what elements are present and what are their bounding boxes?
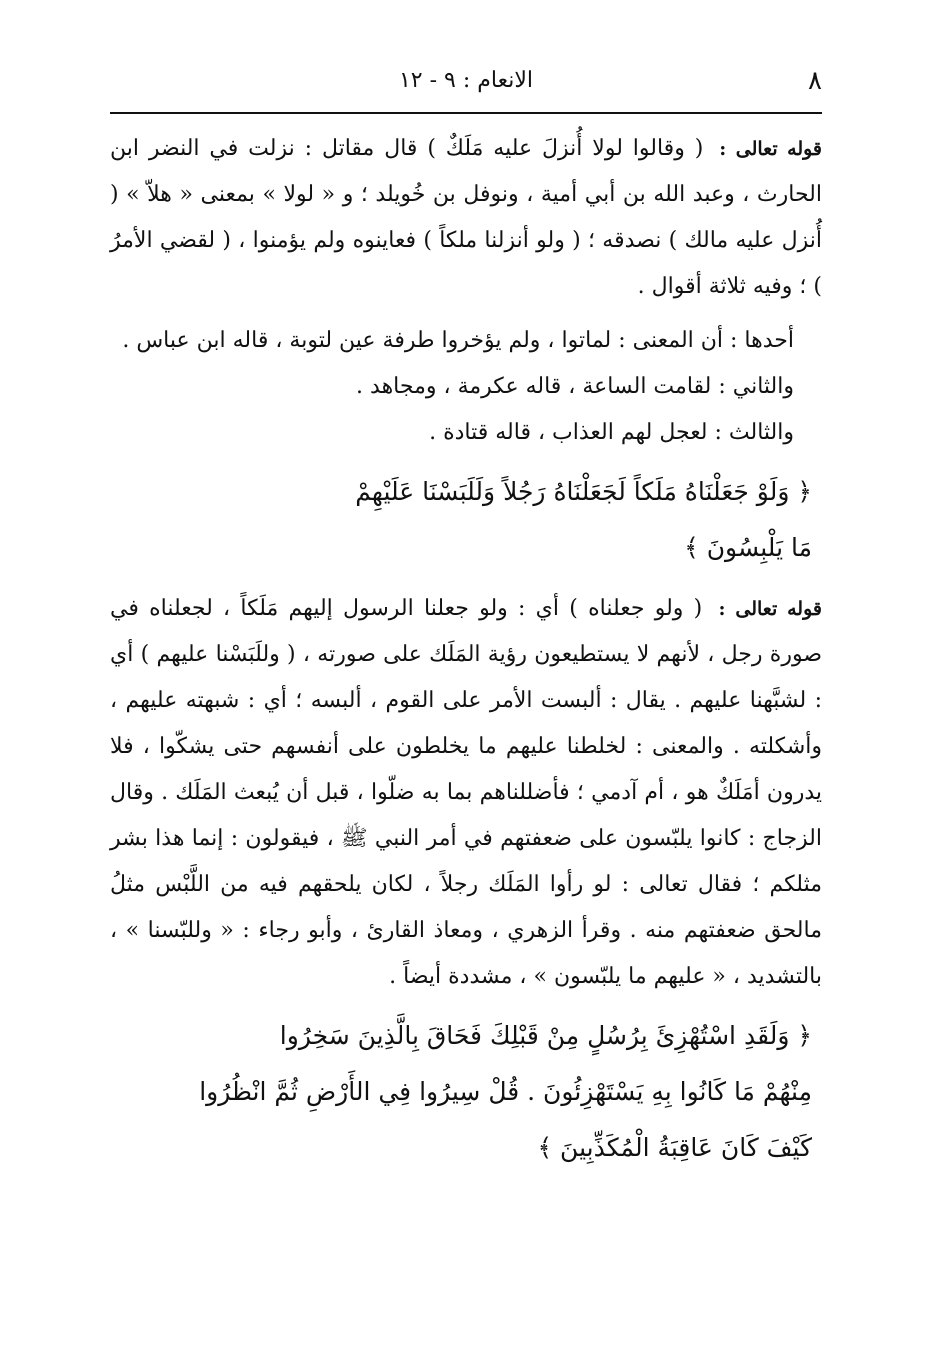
page-number: ٨ — [808, 66, 822, 96]
quran-verse-2 — [110, 1008, 822, 1176]
commentary-label: قوله تعالى : — [718, 598, 822, 620]
page-header — [110, 62, 822, 114]
verse-line: كَيْفَ كَانَ عَاقِبَةُ الْمُكَذِّبِينَ ﴾ — [537, 1133, 812, 1162]
running-head: الانعام : ٩ - ١٢ — [398, 68, 533, 93]
commentary-label: قوله تعالى : — [719, 138, 823, 160]
verse-line: مِنْهُمْ مَا كَانُوا بِهِ يَسْتَهْزِئُونَ . قُلْ سِيرُوا فِي الأَرْضِ ثُمَّ انْظُرُوا — [199, 1077, 812, 1106]
quran-verse-1 — [110, 464, 822, 576]
opinion-2: والثاني : لقامت الساعة ، قاله عكرمة ، ومجاهد . — [356, 374, 794, 399]
opinions-list — [110, 318, 822, 456]
commentary-text: ( وقالوا لولا أُنزلَ عليه مَلَكٌ ) قال مقاتل : نزلت في النضر ابن الحارث ، وعبد الله بن أبي أمية ، ونوفل بن خُويلد ؛ و « لولا » بمعنى « هلاّ » ( أُنزل عليه مالك ) نصدقه ؛ ( ولو أنزلنا ملكاً ) فعاينوه ولم يؤمنوا ، ( لقضي الأمرُ ) ؛ وفيه ثلاثة أقوال . — [110, 136, 822, 299]
commentary-text: ( ولو جعلناه ) أي : ولو جعلنا الرسول إليهم مَلَكاً ، لجعلناه في صورة رجل ، لأنهم لا يستطيعون رؤية المَلَك على صورته ، ( وللَبَسْنا عليهم ) أي : لشبَّهنا عليهم . يقال : ألبست الأمر على القوم ، ألبسه ؛ أي : شبهته عليهم ، وأشكلته . والمعنى : لخلطنا عليهم ما يخلطون على أنفسهم حتى يشكّوا ، فلا يدرون أمَلَكٌ هو ، أم آدمي ؛ فأضللناهم بما به ضلّوا ، قبل أن يُبعث المَلَك . وقال الزجاج : كانوا يلبّسون على ضعفتهم في أمر النبي ﷺ ، فيقولون : إنما هذا بشر مثلكم ؛ فقال تعالى : لو رأوا المَلَك رجلاً ، لكان يلحقهم فيه من اللَّبْس مثلُ مالحق ضعفتهم منه . وقرأ الزهري ، ومعاذ القارئ ، وأبو رجاء : « وللبّسنا » ، بالتشديد ، « عليهم ما يلبّسون » ، مشددة أيضاً . — [110, 596, 822, 989]
commentary-paragraph-1 — [110, 126, 822, 310]
verse-line: ﴿ وَلَوْ جَعَلْنَاهُ مَلَكاً لَجَعَلْنَاهُ رَجُلاً وَلَلَبَسْنَا عَلَيْهِمْ — [355, 477, 812, 506]
opinion-1: أحدها : أن المعنى : لماتوا ، ولم يؤخروا طرفة عين لتوبة ، قاله ابن عباس . — [122, 328, 794, 353]
commentary-paragraph-2 — [110, 586, 822, 1000]
verse-line: ﴿ وَلَقَدِ اسْتُهْزِئَ بِرُسُلٍ مِنْ قَبْلِكَ فَحَاقَ بِالَّذِينَ سَخِرُوا — [279, 1021, 812, 1050]
page-body — [110, 114, 822, 1176]
book-page — [110, 62, 822, 1342]
verse-line: مَا يَلْبِسُونَ ﴾ — [684, 533, 812, 562]
opinion-3: والثالث : لعجل لهم العذاب ، قاله قتادة . — [429, 420, 794, 445]
